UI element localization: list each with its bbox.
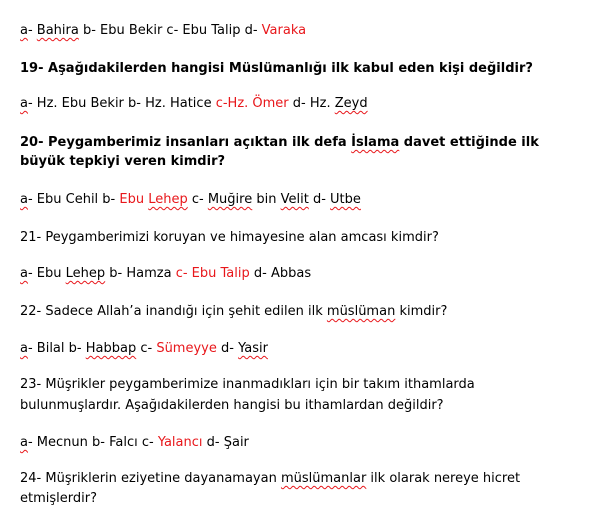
text-segment: d- — [308, 192, 331, 207]
text-segment: 22- Sadece Allah’a inandığı için şehit edilen ilk — [20, 304, 327, 319]
text-segment: Bahira — [36, 23, 79, 38]
text-segment: büyük tepkiyi veren kimdir? — [20, 154, 226, 169]
text-segment: müslüman — [326, 304, 396, 319]
text-segment: Varaka — [261, 23, 307, 38]
text-segment: c-Hz. Ömer — [215, 96, 289, 111]
text-segment: b- Hamza — [105, 266, 176, 281]
answer-line-21 — [20, 262, 311, 285]
text-segment: - Mecnun b- Falcı c- — [27, 435, 158, 450]
text-segment: Sümeyye — [156, 341, 217, 356]
text-segment: a — [20, 341, 28, 356]
text-segment: 20- Peygamberimiz insanları açıktan ilk defa — [20, 135, 352, 150]
question-23-line-1 — [20, 373, 475, 396]
text-segment: davet ettiğinde ilk — [399, 135, 539, 150]
text-segment: Yasir — [238, 341, 268, 356]
text-segment: müslümanlar — [280, 471, 367, 486]
text-segment: bulunmuşlardır. Aşağıdakilerden hangisi bu ithamlardan değildir? — [20, 398, 444, 413]
question-23-line-2 — [20, 394, 444, 417]
text-segment: kimdir? — [395, 304, 448, 319]
text-segment: - Ebu — [27, 266, 66, 281]
text-segment: Lehep — [65, 266, 106, 281]
text-segment: Lehep — [148, 192, 188, 207]
text-segment: Velit — [280, 192, 309, 207]
text-segment: ilk olarak nereye hicret — [366, 471, 521, 486]
text-segment: c- — [136, 341, 157, 356]
text-segment: Yalancı — [157, 435, 203, 450]
text-segment: a — [20, 435, 28, 450]
text-segment: d- Şair — [202, 435, 249, 450]
text-segment: İslama — [351, 135, 400, 150]
text-segment: 23- Müşrikler peygamberimize inanmadıkları için bir takım ithamlarda — [20, 377, 475, 392]
text-segment: d- Hz. — [288, 96, 335, 111]
text-segment: c- — [187, 192, 208, 207]
text-segment: etmişlerdir? — [20, 491, 97, 506]
answer-line-18 — [20, 19, 306, 42]
text-segment: Muğire — [207, 192, 253, 207]
text-segment: a — [20, 266, 28, 281]
question-21 — [20, 226, 439, 249]
text-segment: - Ebu Cehil b- — [27, 192, 120, 207]
question-19 — [20, 57, 533, 80]
text-segment: Habbap — [85, 341, 137, 356]
text-segment: - — [27, 23, 37, 38]
text-segment: - Bilal b- — [27, 341, 86, 356]
text-segment: 21- Peygamberimizi koruyan ve himayesine alan amcası kimdir? — [20, 230, 439, 245]
text-segment: bin — [252, 192, 281, 207]
text-segment: d- Abbas — [249, 266, 312, 281]
question-22 — [20, 300, 447, 323]
text-segment: Utbe — [330, 192, 361, 207]
text-segment: 19- Aşağıdakilerden hangisi Müslümanlığı ilk kabul eden kişi değildir? — [20, 61, 533, 76]
text-segment: - Hz. Ebu Bekir b- Hz. Hatice — [27, 96, 216, 111]
answer-line-19 — [20, 92, 368, 115]
answer-line-20 — [20, 188, 361, 211]
question-24-line-2 — [20, 487, 97, 510]
text-segment: d- — [216, 341, 239, 356]
text-segment: a — [20, 23, 28, 38]
question-20-line-2 — [20, 150, 225, 173]
text-segment: a — [20, 96, 28, 111]
answer-line-23 — [20, 431, 249, 454]
text-segment: 24- Müşriklerin eziyetine dayanamayan — [20, 471, 281, 486]
text-segment: b- Ebu Bekir c- Ebu Talip d- — [78, 23, 262, 38]
answer-line-22 — [20, 337, 268, 360]
text-segment: Ebu — [119, 192, 149, 207]
text-segment: c- Ebu Talip — [175, 266, 250, 281]
text-segment: Zeyd — [334, 96, 368, 111]
text-segment: a — [20, 192, 28, 207]
